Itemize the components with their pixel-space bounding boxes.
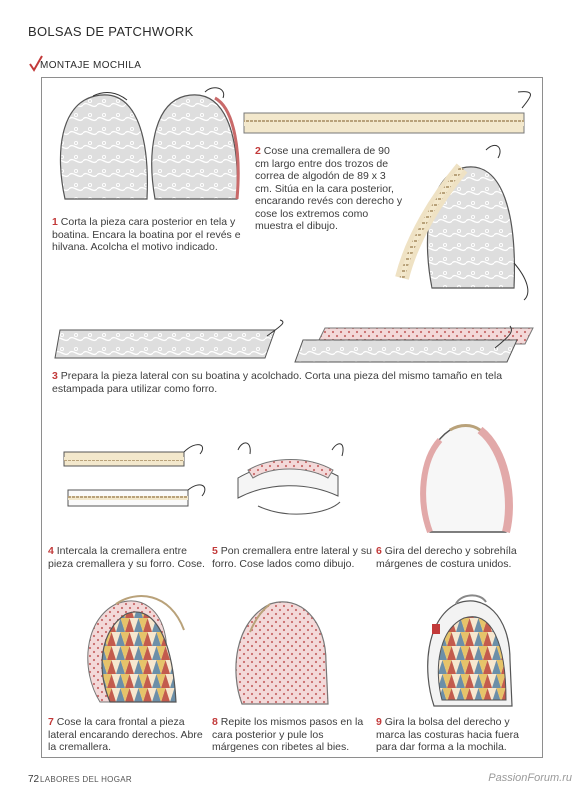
step4-number: 4 bbox=[48, 545, 54, 557]
step9-caption bbox=[376, 716, 534, 754]
step7-illustration bbox=[80, 590, 190, 710]
step8-caption bbox=[212, 716, 372, 754]
step9-illustration bbox=[420, 590, 520, 712]
step7-number: 7 bbox=[48, 716, 54, 728]
step8-number: 8 bbox=[212, 716, 218, 728]
step1-caption bbox=[52, 216, 242, 254]
step1-text: Corta la pieza cara posterior en tela y boatina. Encara la boatina por el revés e hilvana. Acolcha el motivo indicado. bbox=[52, 216, 241, 253]
step1-number: 1 bbox=[52, 216, 58, 228]
step4-text: Intercala la cremallera entre pieza cremallera y su forro. Cose. bbox=[48, 545, 205, 570]
step6-text: Gira del derecho y sobrehíla márgenes de costura unidos. bbox=[376, 545, 517, 570]
step3-text: Prepara la pieza lateral con su boatina y acolchado. Corta una pieza del mismo tamaño en tela estampada para utilizar como forro. bbox=[52, 370, 503, 395]
step9-number: 9 bbox=[376, 716, 382, 728]
watermark: PassionForum.ru bbox=[488, 772, 572, 784]
step3-caption bbox=[52, 370, 532, 395]
step7-text: Cose la cara frontal a pieza lateral encarando derechos. Abre la cremallera. bbox=[48, 716, 203, 753]
step2-caption bbox=[255, 145, 405, 233]
step9-text: Gira la bolsa del derecho y marca las costuras hacia fuera para dar forma a la mochila. bbox=[376, 716, 519, 753]
section-title: BOLSAS DE PATCHWORK bbox=[28, 24, 194, 39]
page-number: 72 bbox=[28, 774, 40, 785]
step5-illustration bbox=[228, 440, 358, 520]
step2-number: 2 bbox=[255, 145, 261, 157]
step5-text: Pon cremallera entre lateral y su forro. Cose lados como dibujo. bbox=[212, 545, 372, 570]
step3-number: 3 bbox=[52, 370, 58, 382]
step4-illustration bbox=[60, 440, 210, 520]
step5-caption bbox=[212, 545, 372, 570]
step1-illustration bbox=[55, 84, 245, 204]
step8-text: Repite los mismos pasos en la cara posterior y pule los márgenes con ribetes al bies. bbox=[212, 716, 364, 753]
step5-number: 5 bbox=[212, 545, 218, 557]
step6-number: 6 bbox=[376, 545, 382, 557]
step3-illustration bbox=[55, 318, 535, 368]
subsection-title: MONTAJE MOCHILA bbox=[40, 60, 142, 71]
step6-illustration bbox=[410, 420, 530, 540]
step7-caption bbox=[48, 716, 208, 754]
step8-illustration bbox=[230, 592, 340, 710]
step4-caption bbox=[48, 545, 208, 570]
magazine-name: LABORES DEL HOGAR bbox=[40, 775, 132, 784]
step6-caption bbox=[376, 545, 534, 570]
step2-text: Cose una cremallera de 90 cm largo entre dos trozos de correa de algodón de 89 x 3 cm. Sitúa en la cara posterior, encarando revés con derecho y cose los extremos como muestra el dibujo. bbox=[255, 145, 403, 232]
